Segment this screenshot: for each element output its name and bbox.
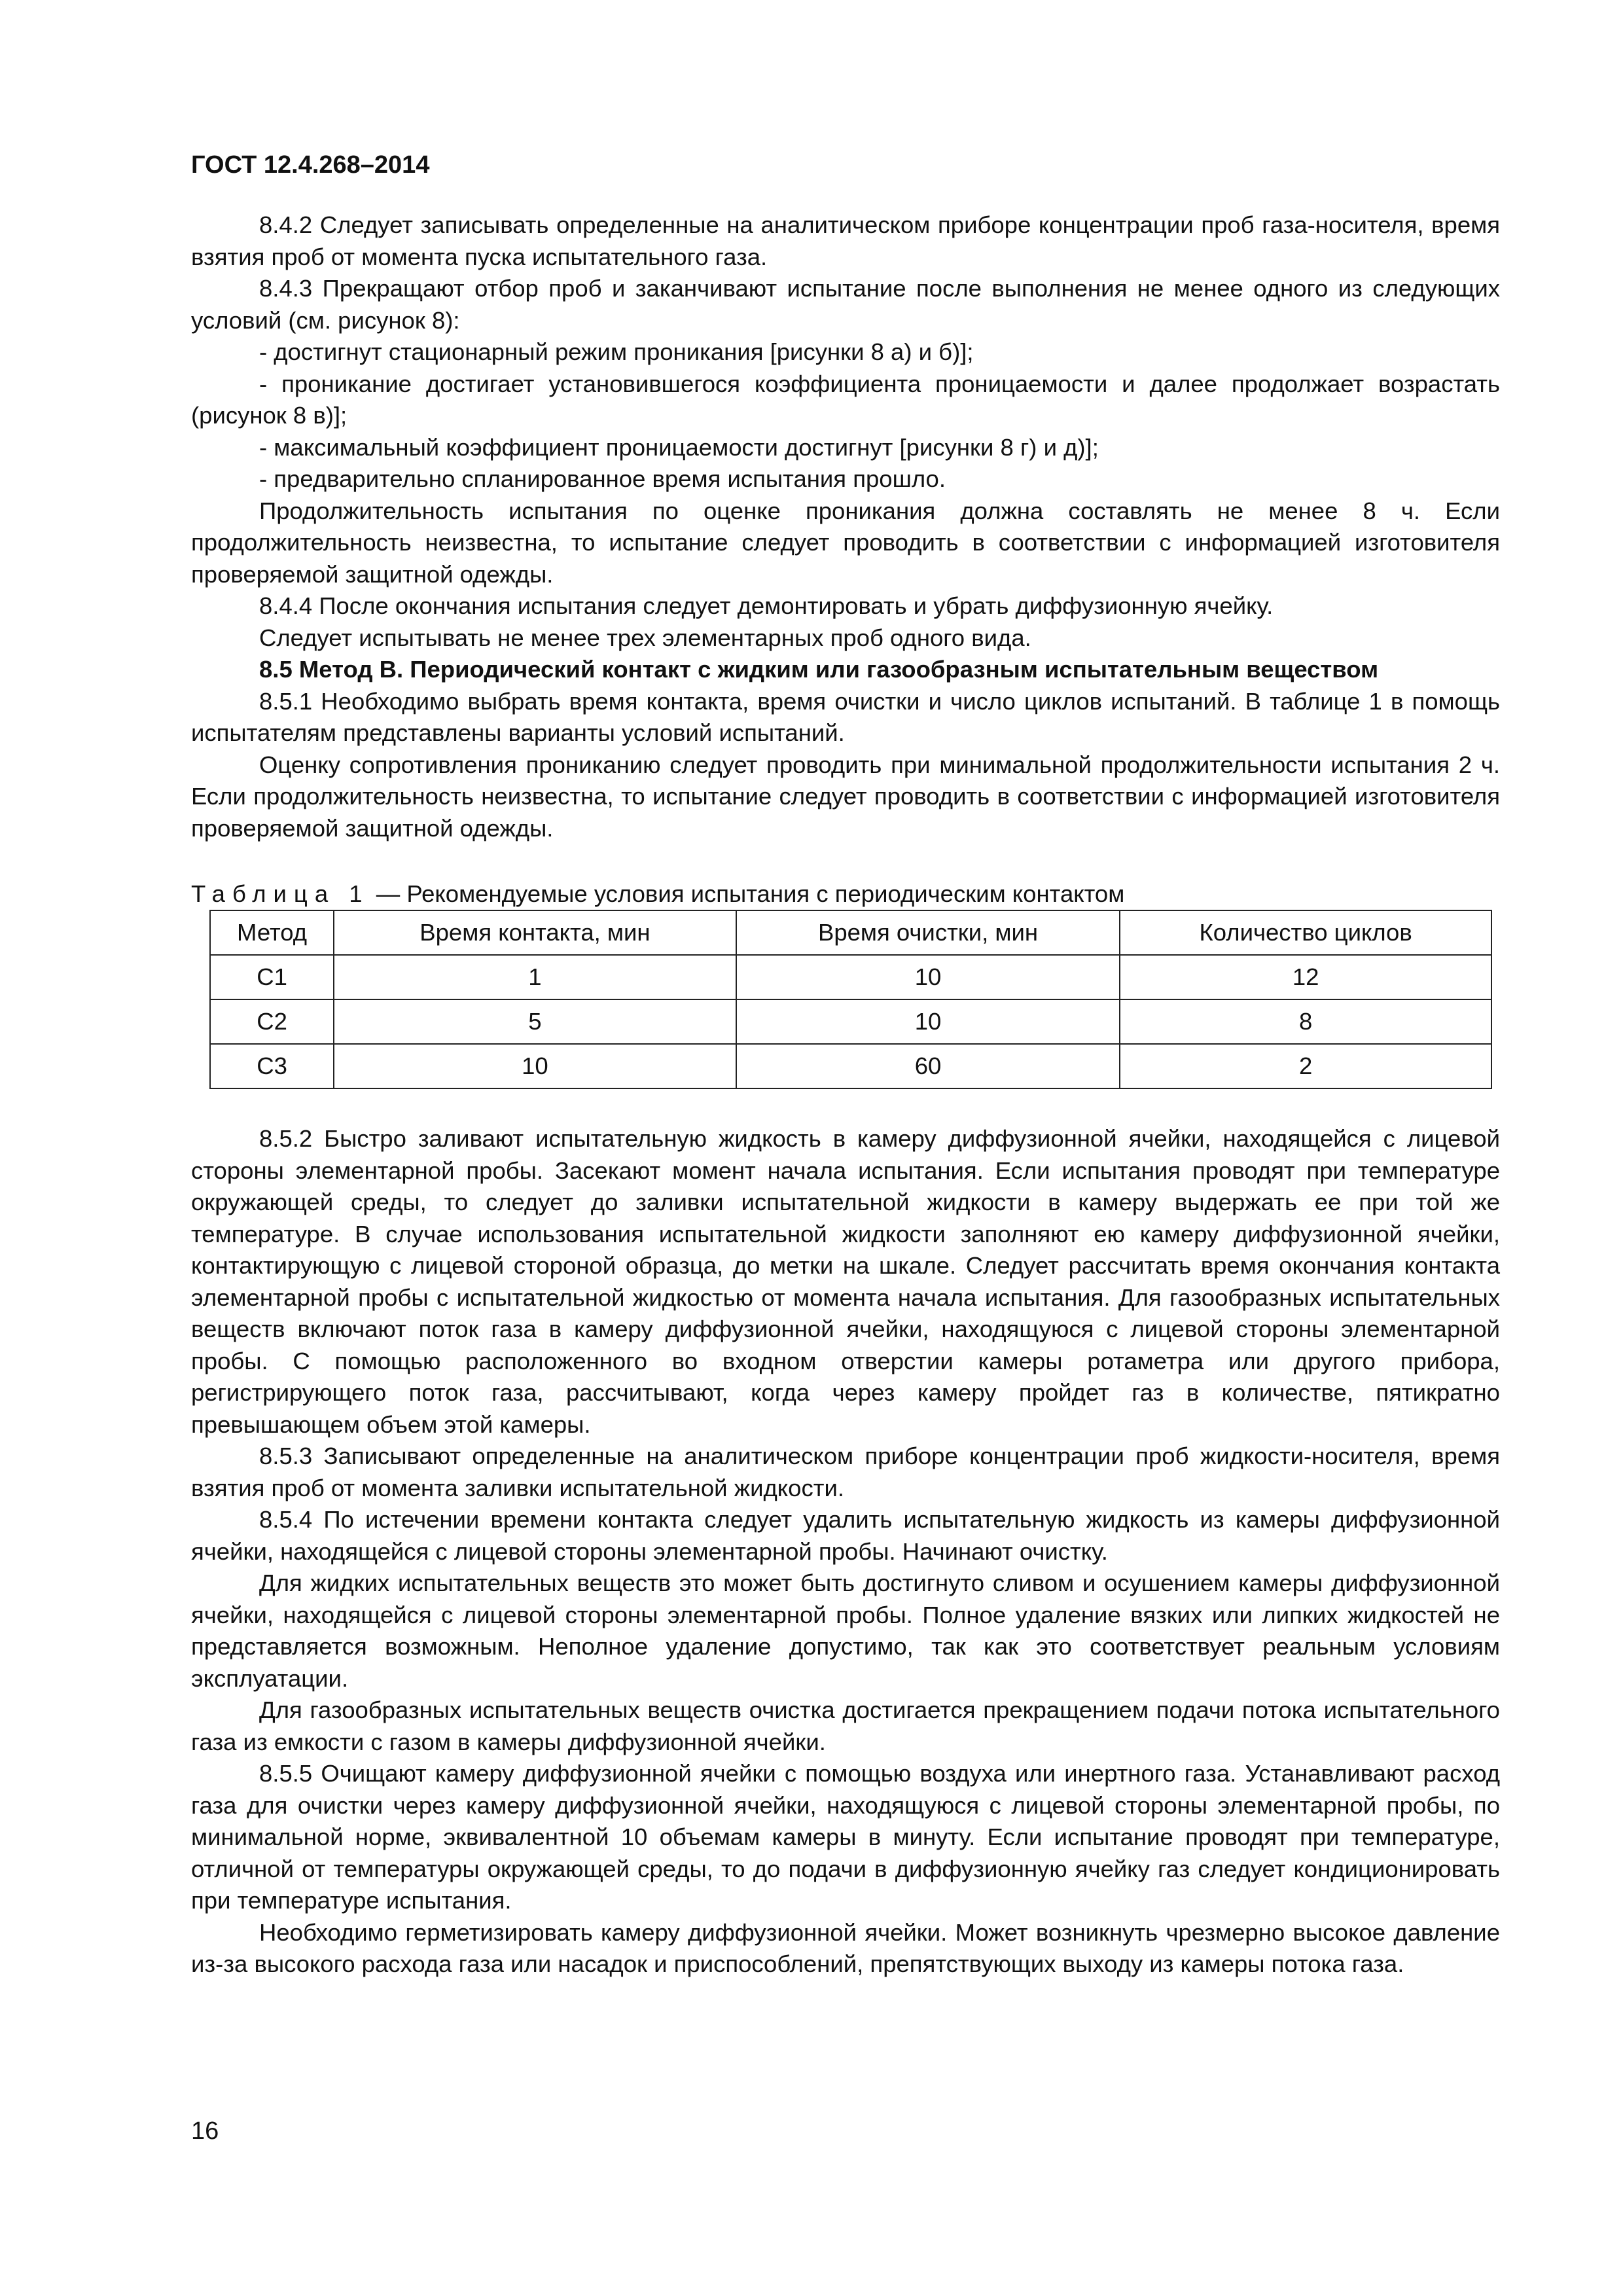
table-cell: C3 xyxy=(210,1044,334,1088)
paragraph: 8.5.4 По истечении времени контакта следует удалить испытательную жидкость из камеры диффузионной ячейки, находящейся с лицевой стороны элементарной пробы. Начинают очистку. xyxy=(191,1506,1500,1565)
paragraph: 8.5.2 Быстро заливают испытательную жидкость в камеру диффузионной ячейки, находящейся с лицевой стороны элементарной пробы. Засекают момент начала испытания. Если испытания проводят при температуре окружающей среды, то следует до заливки испытательной жидкости в камеру выдержать ее при той же температуре. В случае использования испытательной жидкости заполняют ею камеру диффузионной ячейки, контактирующую с лицевой стороной образца, до метки на шкале. Следует рассчитать время окончания контакта элементарной пробы с испытательной жидкостью от момента начала испытания. Для газообразных испытательных веществ включают поток газа в камеру диффузионной ячейки, находящуюся с лицевой стороны элементарной пробы. С помощью расположенного во входном отверстии камеры ротаметра или другого прибора, регистрирующего поток газа, рассчитывают, когда через камеру пройдет газ в количестве, пятикратно превышающем объем этой камеры. xyxy=(191,1125,1500,1438)
paragraph: - предварительно спланированное время испытания прошло. xyxy=(259,465,946,492)
section-heading: 8.5 Метод В. Периодический контакт с жидким или газообразным испытательным веществом xyxy=(259,656,1379,683)
table-row xyxy=(210,955,1491,999)
table-cell: C2 xyxy=(210,999,334,1044)
text-section-2 xyxy=(191,1123,1500,1981)
paragraph: 8.5.1 Необходимо выбрать время контакта, время очистки и число циклов испытаний. В таблице 1 в помощь испытателям представлены варианты условий испытаний. xyxy=(191,687,1500,746)
paragraph: Следует испытывать не менее трех элементарных проб одного вида. xyxy=(259,624,1031,651)
paragraph: 8.4.2 Следует записывать определенные на аналитическом приборе концентрации проб газа-носителя, время взятия проб от момента пуска испытательного газа. xyxy=(191,211,1500,270)
table-cell: 10 xyxy=(736,955,1120,999)
text-section-1 xyxy=(191,209,1500,844)
document-page xyxy=(191,149,1500,1981)
table-cell: 10 xyxy=(334,1044,736,1088)
page-number: 16 xyxy=(191,2117,219,2145)
table-row xyxy=(210,999,1491,1044)
table-header-row xyxy=(210,910,1491,955)
table-cell: 5 xyxy=(334,999,736,1044)
table-cell: 10 xyxy=(736,999,1120,1044)
table-caption-label: Таблица 1 xyxy=(191,880,370,907)
table-cell: 12 xyxy=(1120,955,1491,999)
table-cell: 1 xyxy=(334,955,736,999)
table-cell: 8 xyxy=(1120,999,1491,1044)
paragraph: Оценку сопротивления прониканию следует проводить при минимальной продолжительности испытания 2 ч. Если продолжительность неизвестна, то испытание следует проводить в соответствии с информацией изготовителя проверяемой защитной одежды. xyxy=(191,751,1500,842)
paragraph: - максимальный коэффициент проницаемости достигнут [рисунки 8 г) и д)]; xyxy=(259,433,1099,461)
table-caption-text: — Рекомендуемые условия испытания с периодическим контактом xyxy=(376,880,1125,907)
table-header-cell: Метод xyxy=(210,910,334,955)
paragraph: 8.5.5 Очищают камеру диффузионной ячейки с помощью воздуха или инертного газа. Устанавливают расход газа для очистки через камеру диффузионной ячейки, находящуюся с лицевой стороны элементарной пробы, по минимальной норме, эквивалентной 10 объемам камеры в минуту. Если испытание проводят при температуре, отличной от температуры окружающей среды, то до подачи в диффузионную ячейку газ следует кондиционировать при температуре испытания. xyxy=(191,1760,1500,1914)
table-header-cell: Время контакта, мин xyxy=(334,910,736,955)
paragraph: Для жидких испытательных веществ это может быть достигнуто сливом и осушением камеры диффузионной ячейки, находящейся с лицевой стороны элементарной пробы. Полное удаление вязких или липких жидкостей не представляется возможным. Неполное удаление допустимо, так как это соответствует реальным условиям эксплуатации. xyxy=(191,1570,1500,1692)
paragraph: - проникание достигает установившегося коэффициента проницаемости и далее продолжает возрастать (рисунок 8 в)]; xyxy=(191,370,1500,429)
document-header: ГОСТ 12.4.268–2014 xyxy=(191,151,430,179)
table-cell: 60 xyxy=(736,1044,1120,1088)
table-caption xyxy=(191,878,1500,910)
table-header-cell: Количество циклов xyxy=(1120,910,1491,955)
paragraph: 8.4.3 Прекращают отбор проб и заканчивают испытание после выполнения не менее одного из следующих условий (см. рисунок 8): xyxy=(191,275,1500,334)
paragraph: Необходимо герметизировать камеру диффузионной ячейки. Может возникнуть чрезмерно высокое давление из-за высокого расхода газа или насадок и приспособлений, препятствующих выходу из камеры потока газа. xyxy=(191,1918,1500,1977)
paragraph: 8.5.3 Записывают определенные на аналитическом приборе концентрации проб жидкости-носителя, время взятия проб от момента заливки испытательной жидкости. xyxy=(191,1443,1500,1501)
table-header-cell: Время очистки, мин xyxy=(736,910,1120,955)
table-cell: 2 xyxy=(1120,1044,1491,1088)
paragraph: Для газообразных испытательных веществ очистка достигается прекращением подачи потока испытательного газа из емкости с газом в камеры диффузионной ячейки. xyxy=(191,1696,1500,1755)
conditions-table xyxy=(209,910,1492,1089)
paragraph: Продолжительность испытания по оценке проникания должна составлять не менее 8 ч. Если продолжительность неизвестна, то испытание следует проводить в соответствии с информацией изготовителя проверяемой защитной одежды. xyxy=(191,497,1500,588)
table-cell: C1 xyxy=(210,955,334,999)
paragraph: - достигнут стационарный режим проникания [рисунки 8 а) и б)]; xyxy=(259,338,974,365)
paragraph: 8.4.4 После окончания испытания следует демонтировать и убрать диффузионную ячейку. xyxy=(259,592,1274,619)
table-row xyxy=(210,1044,1491,1088)
